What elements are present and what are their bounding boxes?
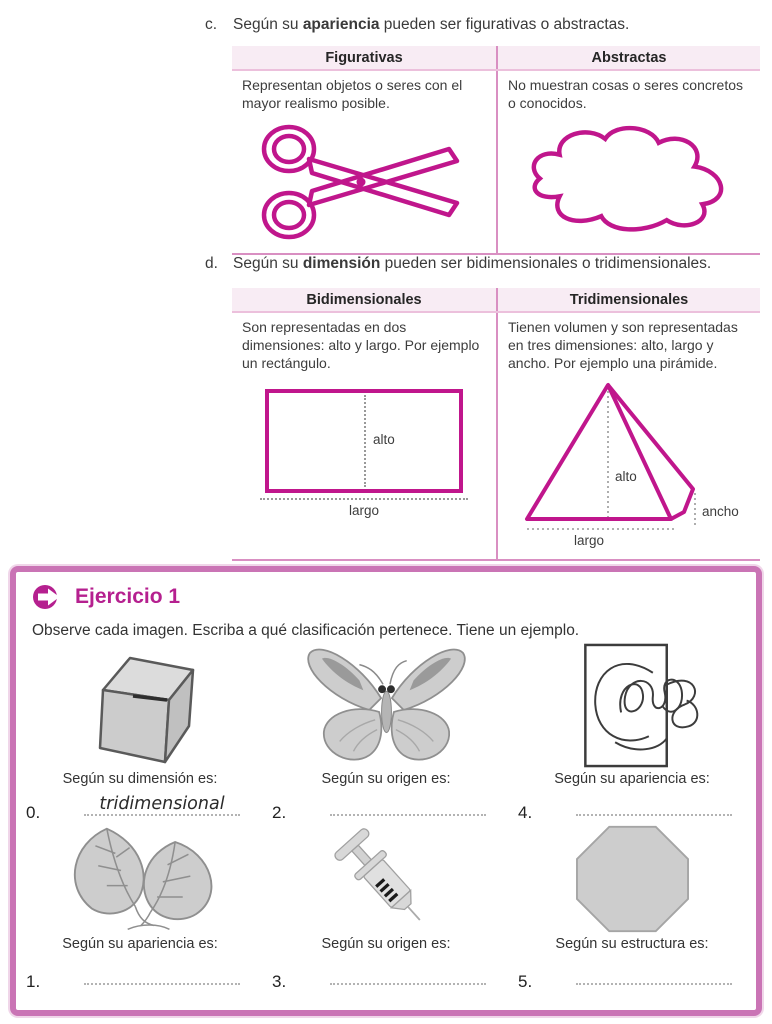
item-label: Según su origen es: [321, 936, 451, 952]
section-c-intro [205, 16, 770, 34]
item-number: 3. [272, 972, 287, 991]
alto-label: alto [615, 468, 637, 484]
alto-label: alto [373, 431, 395, 447]
item-label: Según su origen es: [321, 771, 451, 787]
exercise-item-1 [26, 823, 250, 992]
exercise-title: Ejercicio 1 [75, 585, 181, 608]
table-header-row [232, 288, 760, 313]
cell-text: Son representadas en dos dimensiones: alto y largo. Por ejemplo un rectángulo. [242, 319, 480, 371]
exercise-item-2 [272, 642, 496, 823]
exercise-instruction: Observe cada imagen. Escriba a qué clasificación pertenece. Tiene un ejemplo. [32, 622, 580, 639]
ancho-label: ancho [702, 503, 739, 519]
rectangle-diagram [242, 389, 486, 519]
column-header: Bidimensionales [306, 292, 422, 308]
scissors-image [249, 121, 479, 243]
exercise-item-3 [272, 823, 496, 992]
item-label: Según su apariencia es: [554, 771, 710, 787]
answer-text: tridimensional [99, 794, 225, 814]
exercise-grid [16, 640, 756, 992]
column-header: Tridimensionales [496, 288, 760, 311]
cell-text: Tienen volumen y son representadas en tres dimensiones: alto, largo y ancho. Por ejemplo una pirámide. [508, 319, 738, 371]
octagon-image [570, 823, 695, 935]
item-label: Según su apariencia es: [62, 936, 218, 952]
exercise-header [16, 572, 756, 611]
answer-line-0[interactable] [84, 790, 240, 816]
table-body-row [232, 71, 760, 255]
table-cell-figurativas [232, 71, 496, 253]
syringe-image [306, 823, 466, 935]
rectangle-shape [265, 389, 463, 493]
abstract-blob-image [510, 121, 748, 235]
answer-line-2[interactable] [330, 790, 486, 816]
item-number: 4. [518, 803, 533, 822]
arrow-icon [32, 583, 62, 611]
answer-line-3[interactable] [330, 959, 486, 985]
section-c-text: Según su apariencia pueden ser figurativas o abstractas. [233, 16, 630, 33]
height-dotted-line [364, 395, 366, 487]
leaves-image [43, 823, 238, 935]
apariencia-table [232, 46, 760, 255]
butterfly-image [299, 637, 474, 775]
column-header: Figurativas [325, 50, 403, 66]
width-dotted-line [260, 498, 468, 500]
cell-text: Representan objetos o seres con el mayor realismo posible. [242, 77, 463, 111]
list-marker-c: c. [205, 16, 218, 33]
exercise-item-4 [518, 642, 742, 823]
column-header: Abstractas [496, 46, 760, 69]
section-d-intro [205, 255, 770, 273]
table-cell-bidimensionales [232, 313, 496, 559]
exercise-box [10, 566, 762, 1016]
answer-line-1[interactable] [84, 959, 240, 985]
item-label: Según su dimensión es: [62, 771, 218, 787]
answer-line-5[interactable] [576, 959, 732, 985]
exercise-item-0 [26, 642, 250, 823]
table-body-row [232, 313, 760, 561]
table-header-row [232, 46, 760, 71]
exercise-item-5 [518, 823, 742, 992]
largo-label: largo [348, 502, 380, 518]
pyramid-diagram [511, 377, 747, 549]
item-number: 0. [26, 803, 41, 822]
item-number: 1. [26, 972, 41, 991]
largo-label: largo [573, 532, 605, 548]
table-cell-tridimensionales [496, 313, 760, 559]
dimension-table [232, 288, 760, 561]
abstract-drawing-image [555, 639, 710, 773]
item-number: 5. [518, 972, 533, 991]
cell-text: No muestran cosas o seres concretos o conocidos. [508, 77, 743, 111]
list-marker-d: d. [205, 255, 218, 272]
section-d-text: Según su dimensión pueden ser bidimensionales o tridimensionales. [233, 255, 712, 272]
cube-image [75, 644, 205, 768]
answer-line-4[interactable] [576, 790, 732, 816]
item-label: Según su estructura es: [555, 936, 709, 952]
item-number: 2. [272, 803, 287, 822]
table-cell-abstractas [496, 71, 760, 253]
